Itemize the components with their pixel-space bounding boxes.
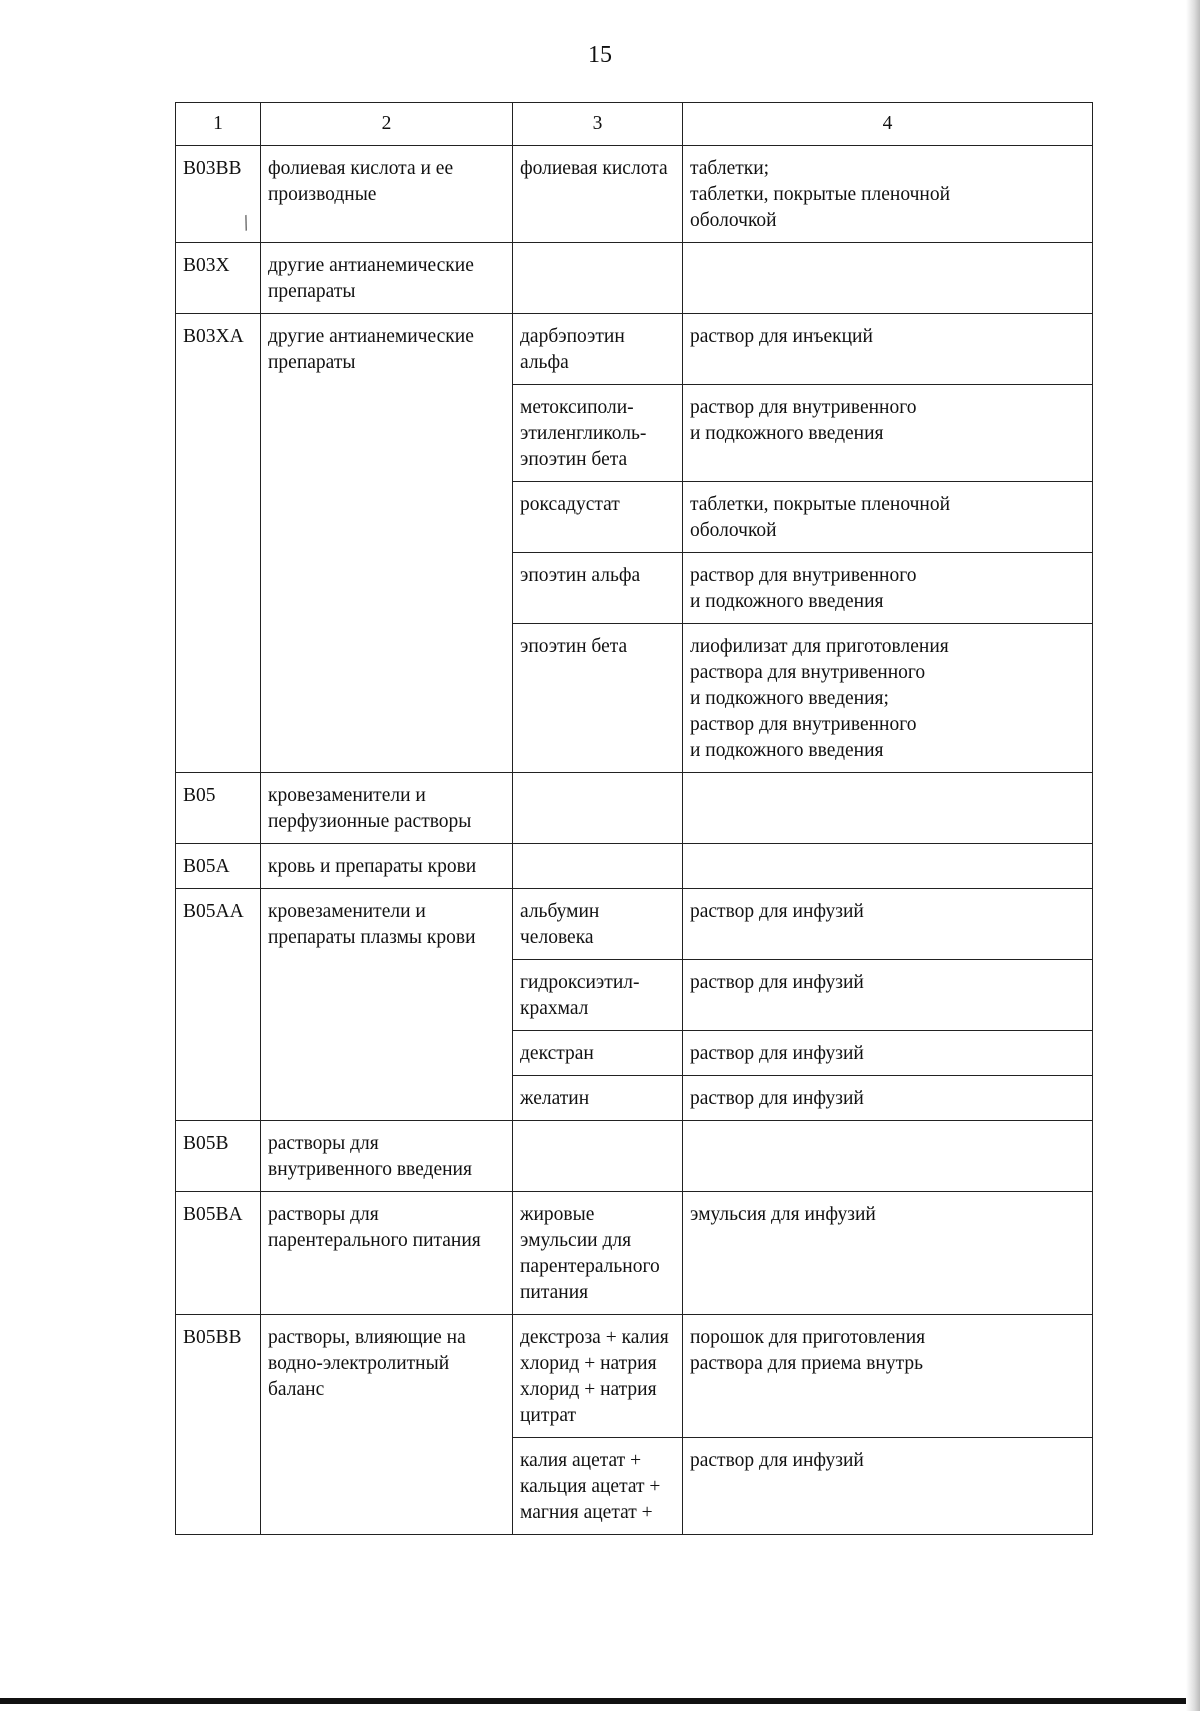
table-body [176,146,1093,1535]
header-col-4: 4 [683,103,1093,146]
group-name-cell: растворы для внутривенного введения [261,1121,513,1192]
dosage-form-cell: раствор для инфузий [683,1438,1093,1535]
atc-code-cell: B05B [176,1121,261,1192]
header-col-2: 2 [261,103,513,146]
group-name-cell: кровезаменители и препараты плазмы крови [261,889,513,1121]
header-col-1: 1 [176,103,261,146]
drug-name-cell: фолиевая кислота [513,146,683,243]
atc-code-cell: B03BB [176,146,261,243]
atc-code-cell: B05A [176,844,261,889]
drug-name-cell: жировые эмульсии для парентерального питания [513,1192,683,1315]
table-row [176,146,1093,243]
dosage-form-cell [683,773,1093,844]
dosage-form-cell [683,243,1093,314]
dosage-form-cell: эмульсия для инфузий [683,1192,1093,1315]
drug-name-cell: декстран [513,1031,683,1076]
group-name-cell: растворы, влияющие на водно-электролитный баланс [261,1315,513,1535]
dosage-form-cell: лиофилизат для приготовления раствора для внутривенного и подкожного введения; раствор для внутривенного и подкожного введения [683,624,1093,773]
table-row [176,773,1093,844]
table-row [176,844,1093,889]
dosage-form-cell: раствор для внутривенного и подкожного введения [683,553,1093,624]
atc-code-cell: B05BA [176,1192,261,1315]
drug-name-cell: калия ацетат + кальция ацетат + магния ацетат + [513,1438,683,1535]
dosage-form-cell: раствор для внутривенного и подкожного введения [683,385,1093,482]
handwritten-check-mark: / [238,209,254,236]
dosage-form-cell: раствор для инфузий [683,889,1093,960]
atc-code-cell: B03XA [176,314,261,773]
table-row [176,314,1093,385]
drug-name-cell: декстроза + калия хлорид + натрия хлорид + натрия цитрат [513,1315,683,1438]
group-name-cell: кровезаменители и перфузионные растворы [261,773,513,844]
dosage-form-cell [683,844,1093,889]
drug-name-cell: дарбэпоэтин альфа [513,314,683,385]
drug-name-cell: роксадустат [513,482,683,553]
table-row [176,1315,1093,1438]
dosage-form-cell [683,1121,1093,1192]
dosage-form-cell: порошок для приготовления раствора для приема внутрь [683,1315,1093,1438]
drug-name-cell [513,243,683,314]
dosage-form-cell: раствор для инъекций [683,314,1093,385]
dosage-form-cell: раствор для инфузий [683,960,1093,1031]
drug-name-cell: эпоэтин бета [513,624,683,773]
atc-code-cell: B03X [176,243,261,314]
group-name-cell: другие антианемические препараты [261,314,513,773]
group-name-cell: кровь и препараты крови [261,844,513,889]
atc-code-cell: B05 [176,773,261,844]
atc-code-cell: B05BB [176,1315,261,1535]
page-number: 15 [588,42,612,68]
atc-code-cell: B05AA [176,889,261,1121]
group-name-cell: другие антианемические препараты [261,243,513,314]
drug-name-cell: эпоэтин альфа [513,553,683,624]
dosage-form-cell: таблетки, покрытые пленочной оболочкой [683,482,1093,553]
header-col-3: 3 [513,103,683,146]
drug-name-cell: метоксиполи- этиленгликоль- эпоэтин бета [513,385,683,482]
scan-right-edge [1186,0,1200,1711]
drug-name-cell: желатин [513,1076,683,1121]
table-row [176,1192,1093,1315]
drug-name-cell [513,1121,683,1192]
scan-bottom-border [0,1698,1200,1704]
dosage-form-cell: раствор для инфузий [683,1031,1093,1076]
dosage-form-cell: таблетки; таблетки, покрытые пленочной оболочкой [683,146,1093,243]
header-row [176,103,1093,146]
drug-name-cell: альбумин человека [513,889,683,960]
table-row [176,889,1093,960]
drug-table [175,102,1093,1535]
drug-name-cell: гидроксиэтил- крахмал [513,960,683,1031]
drug-name-cell [513,773,683,844]
table-row [176,243,1093,314]
group-name-cell: растворы для парентерального питания [261,1192,513,1315]
table-row [176,1121,1093,1192]
drug-name-cell [513,844,683,889]
dosage-form-cell: раствор для инфузий [683,1076,1093,1121]
group-name-cell: фолиевая кислота и ее производные [261,146,513,243]
